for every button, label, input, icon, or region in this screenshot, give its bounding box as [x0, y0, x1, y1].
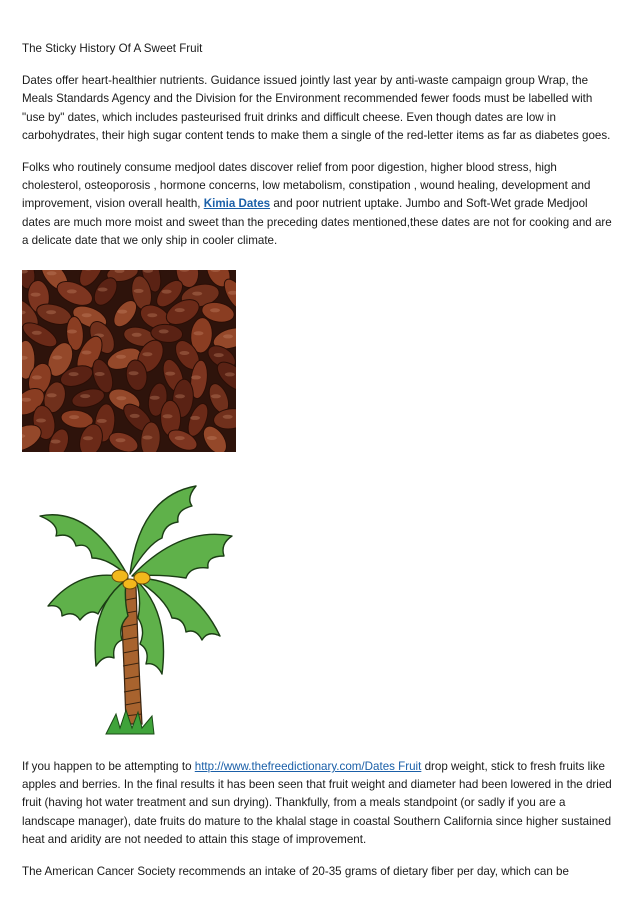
date-highlight: [36, 419, 46, 423]
palm-tree-illustration: [20, 466, 238, 738]
date-highlight: [129, 371, 139, 375]
palm-tree-image: [20, 466, 238, 738]
date-highlight: [51, 440, 61, 444]
date-highlight: [225, 372, 235, 376]
date-highlight: [98, 288, 108, 292]
paragraph-4: The American Cancer Society recommends an intake of 20-35 grams of dietary fiber per day, which can be: [22, 865, 569, 879]
date-highlight: [191, 375, 201, 379]
date-highlight: [130, 414, 140, 418]
paragraph-3-text-b: drop weight, stick to fresh fruits like apples and berries. In the final results it has been seen that fruit weight and diameter had been lowered in the dried fruit (having hot water treatment and sun drying). Thankfully, from a meals standpoint (or sadly if you are a landscape manager), date fruits do mature to the khalal stage in coastal Southern California since higher sustained heat and aridity are not needed to attain this stage of improvement.: [22, 760, 612, 846]
date-highlight: [116, 355, 126, 359]
paragraph-3-text-a: If you happen to be attempting to: [22, 760, 195, 773]
date-highlight: [67, 289, 77, 293]
date-highlight: [52, 356, 62, 360]
date-highlight: [69, 415, 79, 419]
date-highlight: [210, 308, 220, 312]
date-highlight: [97, 419, 107, 423]
paragraph-2-text-a: Folks who routinely consume medjool dates discover relief from poor digestion, higher blood stress, high cholesterol, osteoporosis , hormone concerns, low metabolism, constipation , wound healing, development and improvement, vision overall health,: [22, 161, 591, 211]
date-highlight: [47, 271, 57, 275]
date-highlight: [82, 313, 92, 317]
date-highlight: [116, 438, 126, 442]
date-highlight: [47, 393, 57, 397]
date-highlight: [211, 394, 221, 398]
date-highlight: [223, 334, 233, 338]
date-highlight: [116, 396, 126, 400]
date-highlight: [132, 333, 142, 337]
date-highlight: [190, 416, 200, 420]
dates-photo-image: [22, 270, 236, 452]
date-highlight: [82, 351, 92, 355]
dates-photo: [22, 270, 236, 452]
date-highlight: [207, 436, 217, 440]
date-highlight: [46, 310, 56, 314]
date-highlight: [150, 396, 160, 400]
date-highlight: [159, 329, 169, 333]
date-highlight: [95, 372, 105, 376]
date-highlight: [83, 436, 93, 440]
date-highlight: [214, 353, 224, 357]
date-highlight: [147, 313, 157, 317]
date-highlight: [165, 372, 175, 376]
kimia-dates-link[interactable]: Kimia Dates: [203, 197, 271, 211]
article-body: [22, 40, 618, 264]
date-highlight: [194, 331, 204, 335]
date-highlight: [143, 436, 153, 440]
date-highlight: [192, 292, 202, 296]
date-highlight: [223, 415, 233, 419]
article-body-lower: [22, 758, 618, 895]
date-highlight: [32, 375, 42, 379]
date-highlight: [179, 351, 189, 355]
date-highlight: [67, 330, 77, 334]
date-highlight: [175, 436, 185, 440]
date-highlight: [175, 308, 185, 312]
date-highlight: [162, 290, 172, 294]
date-highlight: [69, 372, 79, 376]
paragraph-1: Dates offer heart-healthier nutrients. Guidance issued jointly last year by anti-waste campaign group Wrap, the Meals Standards Agency and the Division for the Environment recommended fewer foods must be labelled with "use by" dates, which includes pasteurised fruit drinks and difficult cheese. Even though dates are low in carbohydrates, their high sugar content tends to make them a single of the red-letter items as far as diabetes goes.: [22, 74, 611, 142]
paragraph-3: [22, 758, 618, 849]
date-highlight: [31, 293, 41, 297]
date-highlight: [80, 394, 90, 398]
date-highlight: [142, 352, 152, 356]
paragraph-2-text-b: and poor nutrient uptake. Jumbo and Soft-Wet grade Medjool dates are much more moist and sweet than the preceding dates mentioned,these dates are not for cooking and are a delicate date that we only ship in cooler climate.: [22, 197, 612, 247]
paragraph-2: [22, 159, 618, 250]
date-highlight: [134, 289, 144, 293]
date-highlight: [32, 331, 42, 335]
article-title: The Sticky History Of A Sweet Fruit: [22, 42, 203, 55]
thefreedictionary-link[interactable]: http://www.thefreedictionary.com/Dates Fruit: [194, 760, 422, 773]
date-highlight: [175, 394, 185, 398]
date-highlight: [117, 310, 127, 314]
date-highlight: [163, 414, 173, 418]
